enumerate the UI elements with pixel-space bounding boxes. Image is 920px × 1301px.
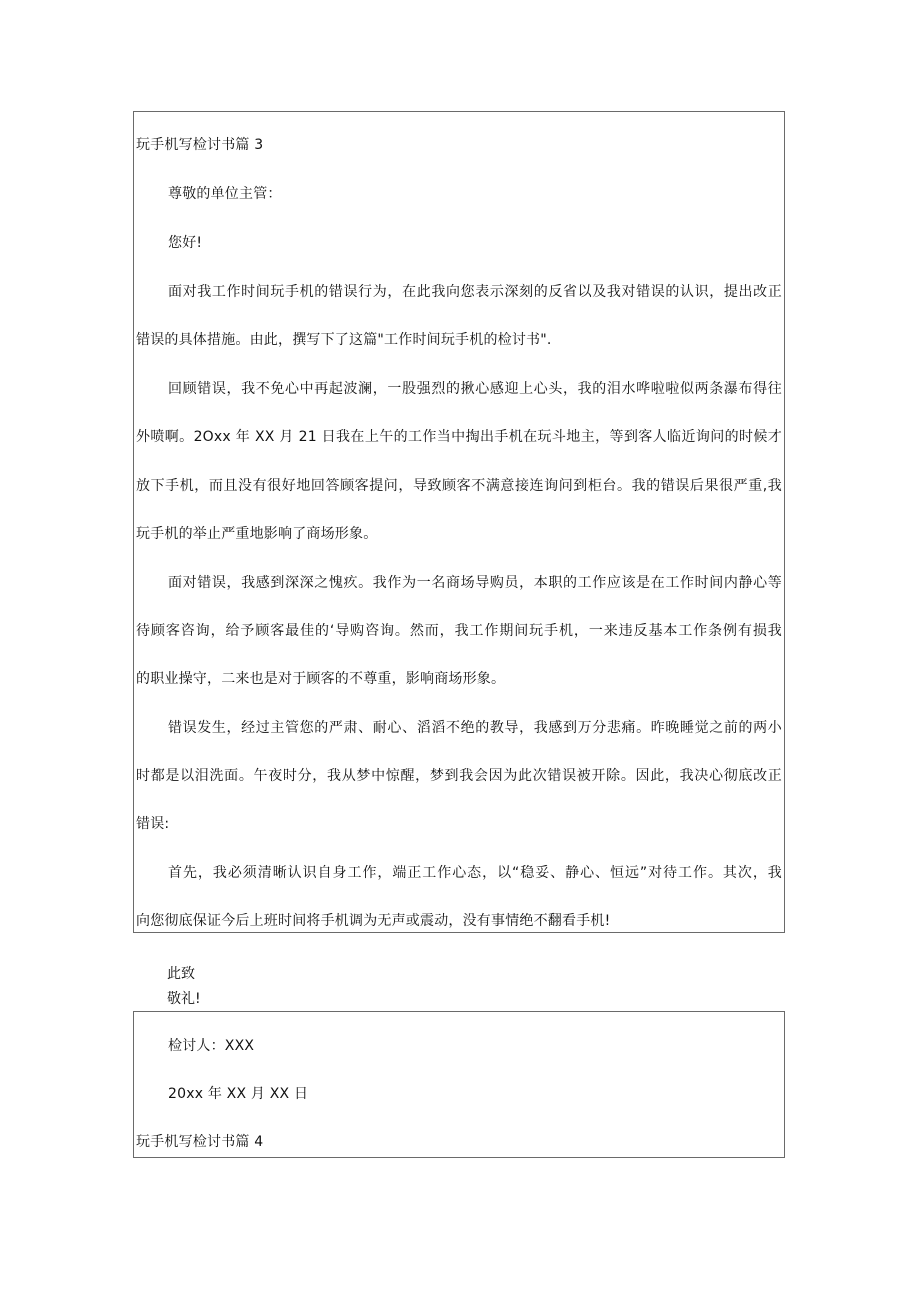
paragraph-line: 时都是以泪洗面。午夜时分，我从梦中惊醒，梦到我会因为此次错误被开除。因此，我决心彻底改正 — [136, 768, 782, 784]
paragraph-line: 的职业操守，二来也是对于顾客的不尊重，影响商场形象。 — [136, 671, 506, 687]
closing-regards: 敬礼! — [167, 991, 201, 1007]
closing-line: 此致 — [167, 966, 195, 982]
paragraph-line: 错误: — [136, 816, 170, 832]
paragraph-line: 面对错误，我感到深深之愧疚。我作为一名商场导购员，本职的工作应该是在工作时间内静心等 — [168, 575, 782, 591]
signature-date: 20xx 年 XX 月 XX 日 — [168, 1086, 309, 1102]
salutation: 尊敬的单位主管： — [168, 186, 282, 202]
signature-author: 检讨人：XXX — [168, 1038, 255, 1054]
paragraph-line: 错误发生，经过主管您的严肃、耐心、滔滔不绝的教导，我感到万分悲痛。昨晚睡觉之前的两小 — [168, 720, 782, 736]
letter-body-box — [133, 111, 785, 933]
paragraph-line: 首先，我必须清晰认识自身工作，端正工作心态，以“稳妥、静心、恒远”对待工作。其次，我 — [168, 865, 782, 881]
signature-box — [133, 1011, 785, 1158]
paragraph-line: 向您彻底保证今后上班时间将手机调为无声或震动，没有事情绝不翻看手机! — [136, 913, 611, 929]
greeting: 您好! — [168, 235, 203, 251]
paragraph-line: 待顾客咨询，给予顾客最佳的‘导购咨询。然而，我工作期间玩手机，一来违反基本工作条例有损我 — [136, 623, 782, 639]
section-title: 玩手机写检讨书篇 3 — [136, 137, 264, 153]
paragraph-line: 错误的具体措施。由此，撰写下了这篇"工作时间玩手机的检讨书". — [136, 332, 552, 348]
paragraph-line: 面对我工作时间玩手机的错误行为，在此我向您表示深刻的反省以及我对错误的认识，提出改正 — [168, 284, 782, 300]
paragraph-line: 放下手机，而且没有很好地回答顾客提问，导致顾客不满意接连询问到柜台。我的错误后果很严重,我 — [136, 478, 782, 494]
next-section-title: 玩手机写检讨书篇 4 — [136, 1134, 264, 1150]
paragraph-line: 玩手机的举止严重地影响了商场形象。 — [136, 526, 378, 542]
paragraph-line: 回顾错误，我不免心中再起波澜，一股强烈的揪心感迎上心头，我的泪水哗啦啦似两条瀑布得往 — [168, 381, 782, 397]
paragraph-line: 外喷啊。2Oxx 年 XX 月 21 日我在上午的工作当中掏出手机在玩斗地主，等到客人临近询问的时候才 — [136, 429, 782, 445]
